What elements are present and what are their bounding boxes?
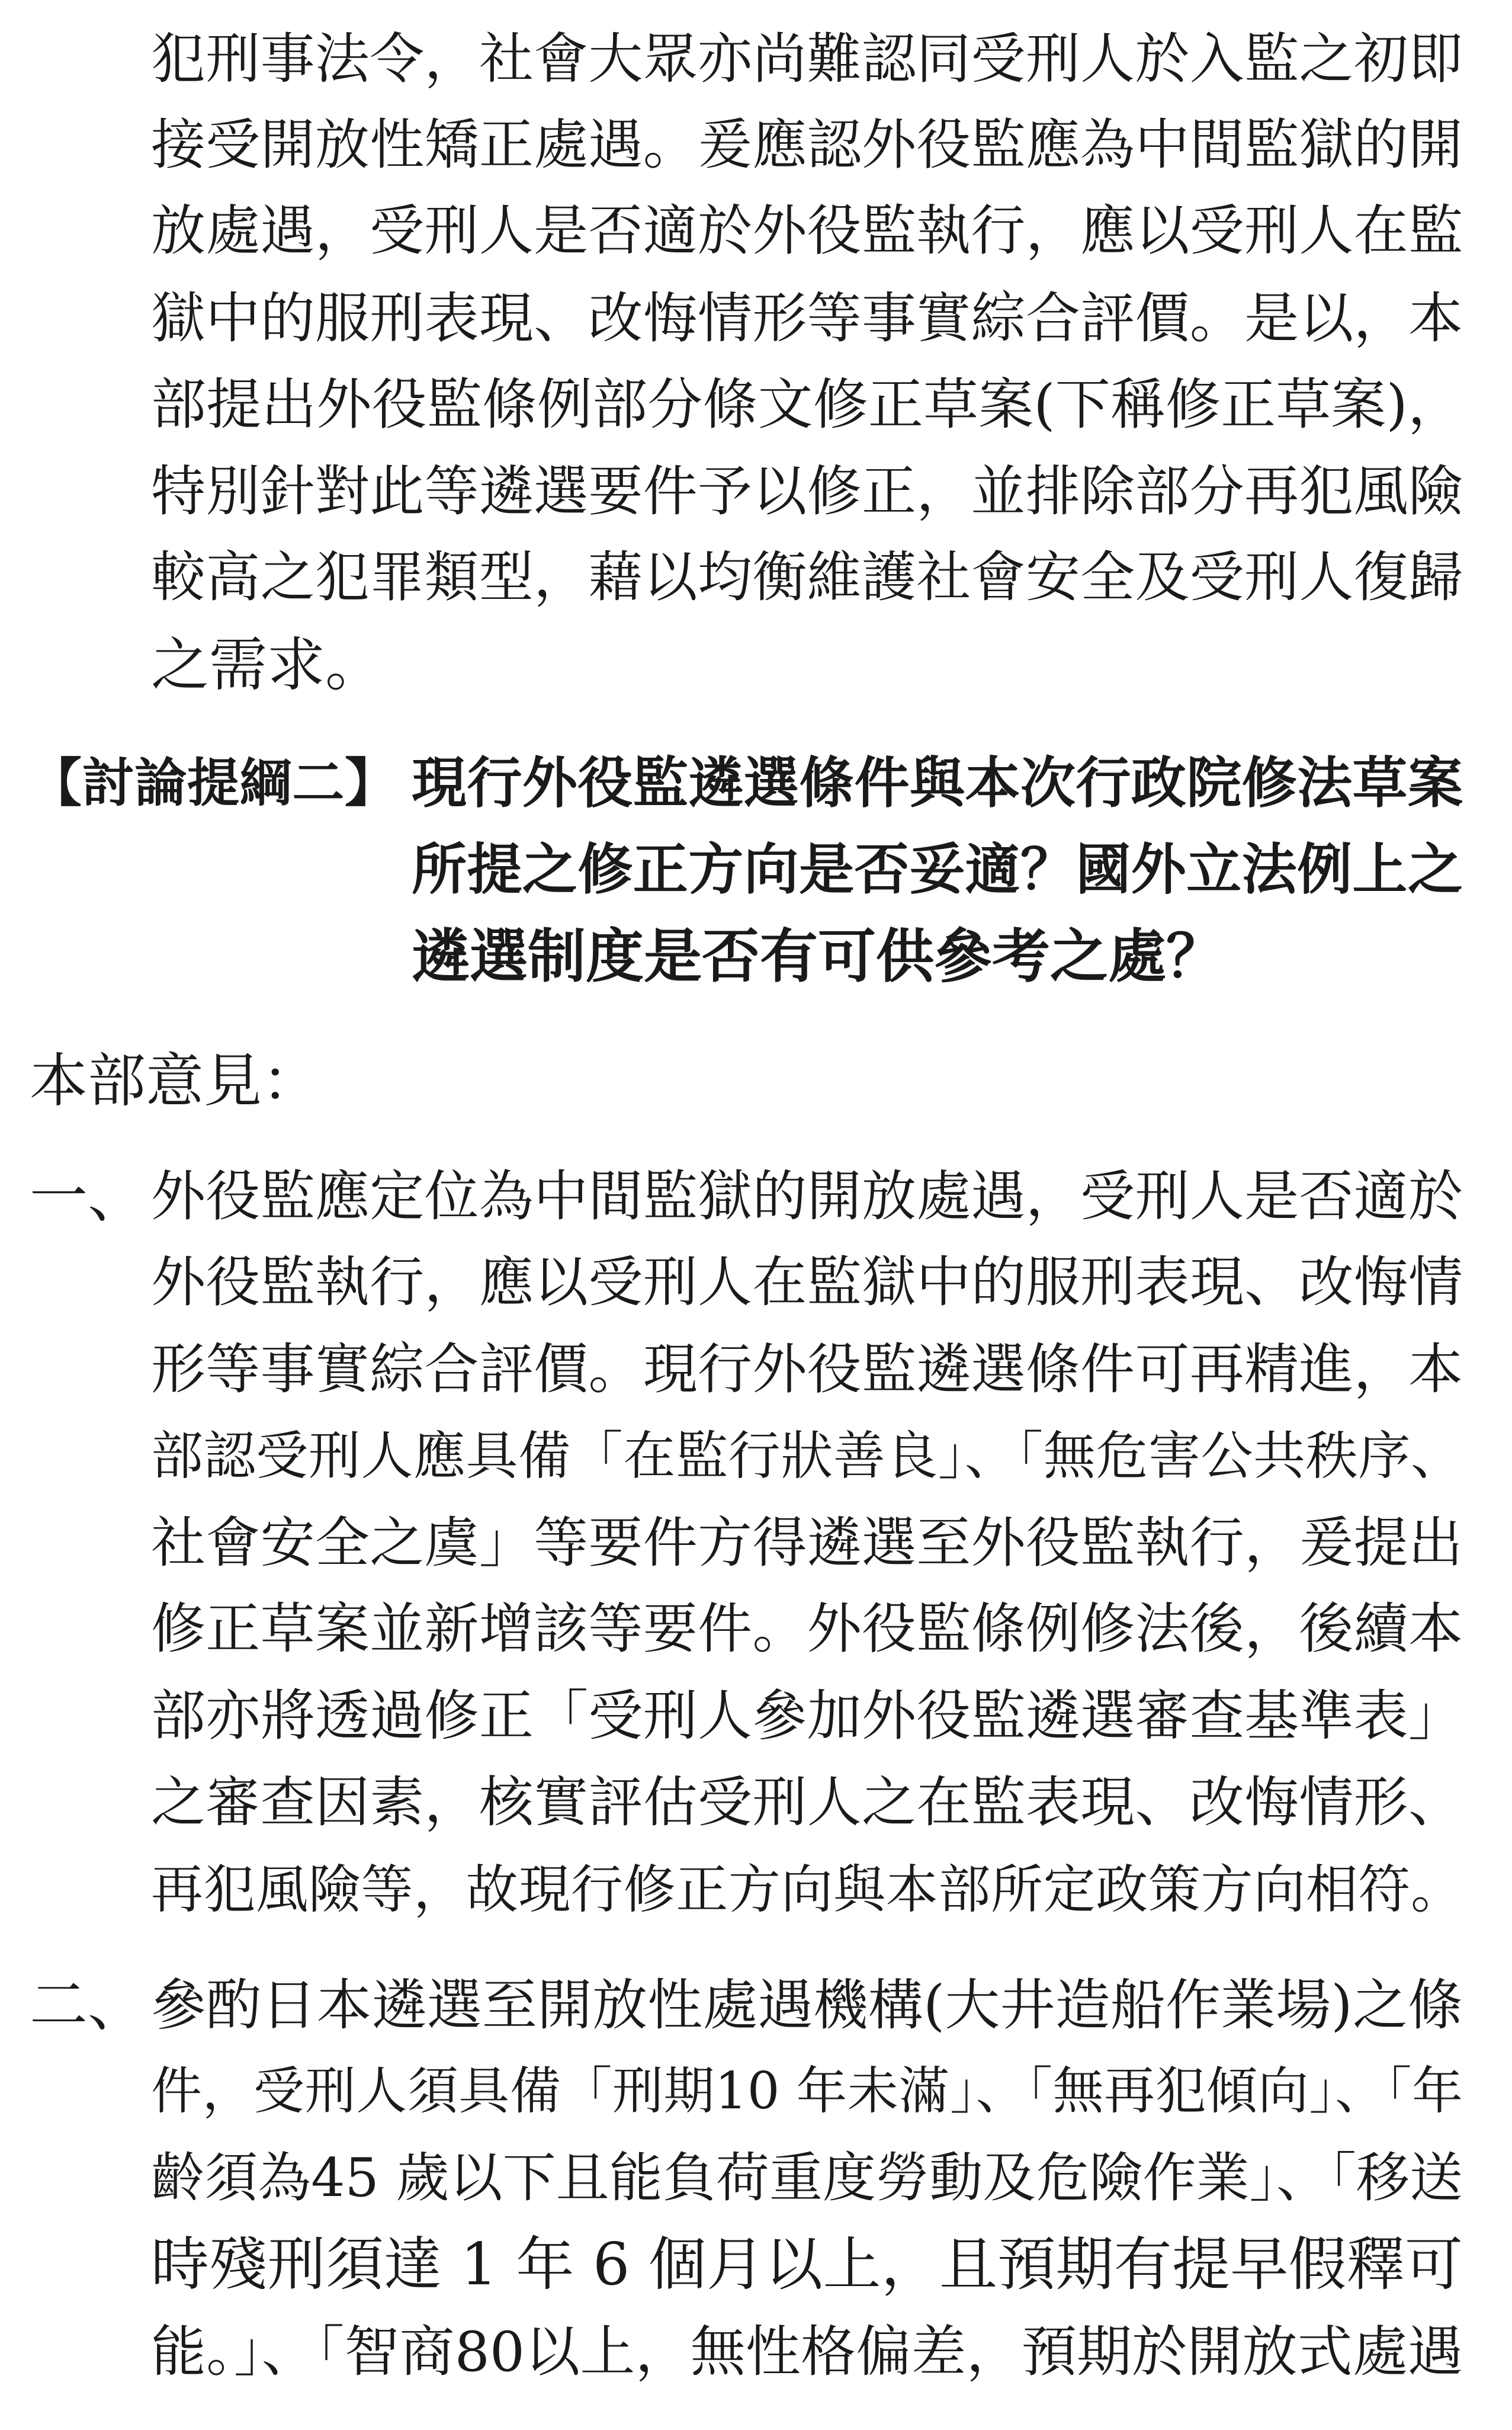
item-line: 修正草案並新增該等要件。外役監條例修法後，後續本 <box>151 1597 1463 1660</box>
intro-line: 犯刑事法令，社會大眾亦尚難認同受刑人於入監之初即 <box>151 27 1463 91</box>
item-line: 參酌日本遴選至開放性處遇機構(大井造船作業場)之條 <box>151 1973 1463 2037</box>
item-number: 一、 <box>30 1163 146 1230</box>
item-line: 時殘刑須達 1 年 6 個月以上，且預期有提早假釋可 <box>151 2231 1463 2298</box>
intro-line: 特別針對此等遴選要件予以修正，並排除部分再犯風險 <box>151 460 1463 523</box>
intro-line: 放處遇，受刑人是否適於外役監執行，應以受刑人在監 <box>151 199 1463 262</box>
topic-line: 現行外役監遴選條件與本次行政院修法草案 <box>412 751 1463 815</box>
item-line: 外役監執行，應以受刑人在監獄中的服刑表現、改悔情 <box>151 1251 1463 1314</box>
topic-line: 遴選制度是否有可供參考之處？ <box>412 923 1225 990</box>
item-line: 件，受刑人須具備「刑期10 年未滿」、「無再犯傾向」、「年 <box>151 2062 1463 2121</box>
intro-line: 獄中的服刑表現、改悔情形等事實綜合評價。是以，本 <box>151 287 1463 350</box>
item-line: 之審查因素，核實評估受刑人之在監表現、改悔情形、 <box>151 1771 1463 1834</box>
item-number: 二、 <box>30 1971 146 2039</box>
intro-line: 接受開放性矯正處遇。爰應認外役監應為中間監獄的開 <box>151 113 1463 177</box>
intro-line: 部提出外役監條例部分條文修正草案(下稱修正草案)， <box>151 373 1463 437</box>
intro-line: 之需求。 <box>151 631 384 699</box>
topic-label: 【討論提綱二】 <box>30 752 397 813</box>
opinion-heading: 本部意見： <box>30 1047 320 1115</box>
item-line: 形等事實綜合評價。現行外役監遴選條件可再精進，本 <box>151 1338 1463 1401</box>
item-line: 齡須為45 歲以下且能負荷重度勞動及危險作業」、「移送 <box>151 2147 1463 2209</box>
item-line: 外役監應定位為中間監獄的開放處遇，受刑人是否適於 <box>151 1165 1463 1228</box>
item-line: 能。」、「智商80以上，無性格偏差，預期於開放式處遇 <box>151 2320 1463 2384</box>
intro-line: 較高之犯罪類型，藉以均衡維護社會安全及受刑人復歸 <box>151 546 1463 609</box>
item-line: 再犯風險等，故現行修正方向與本部所定政策方向相符。 <box>151 1859 1463 1920</box>
topic-line: 所提之修正方向是否妥適？國外立法例上之 <box>412 838 1463 902</box>
item-line: 社會安全之虞」等要件方得遴選至外役監執行，爰提出 <box>151 1511 1463 1575</box>
item-line: 部亦將透過修正「受刑人參加外役監遴選審查基準表」 <box>151 1684 1463 1748</box>
item-line: 部認受刑人應具備「在監行狀善良」、「無危害公共秩序、 <box>151 1425 1463 1486</box>
